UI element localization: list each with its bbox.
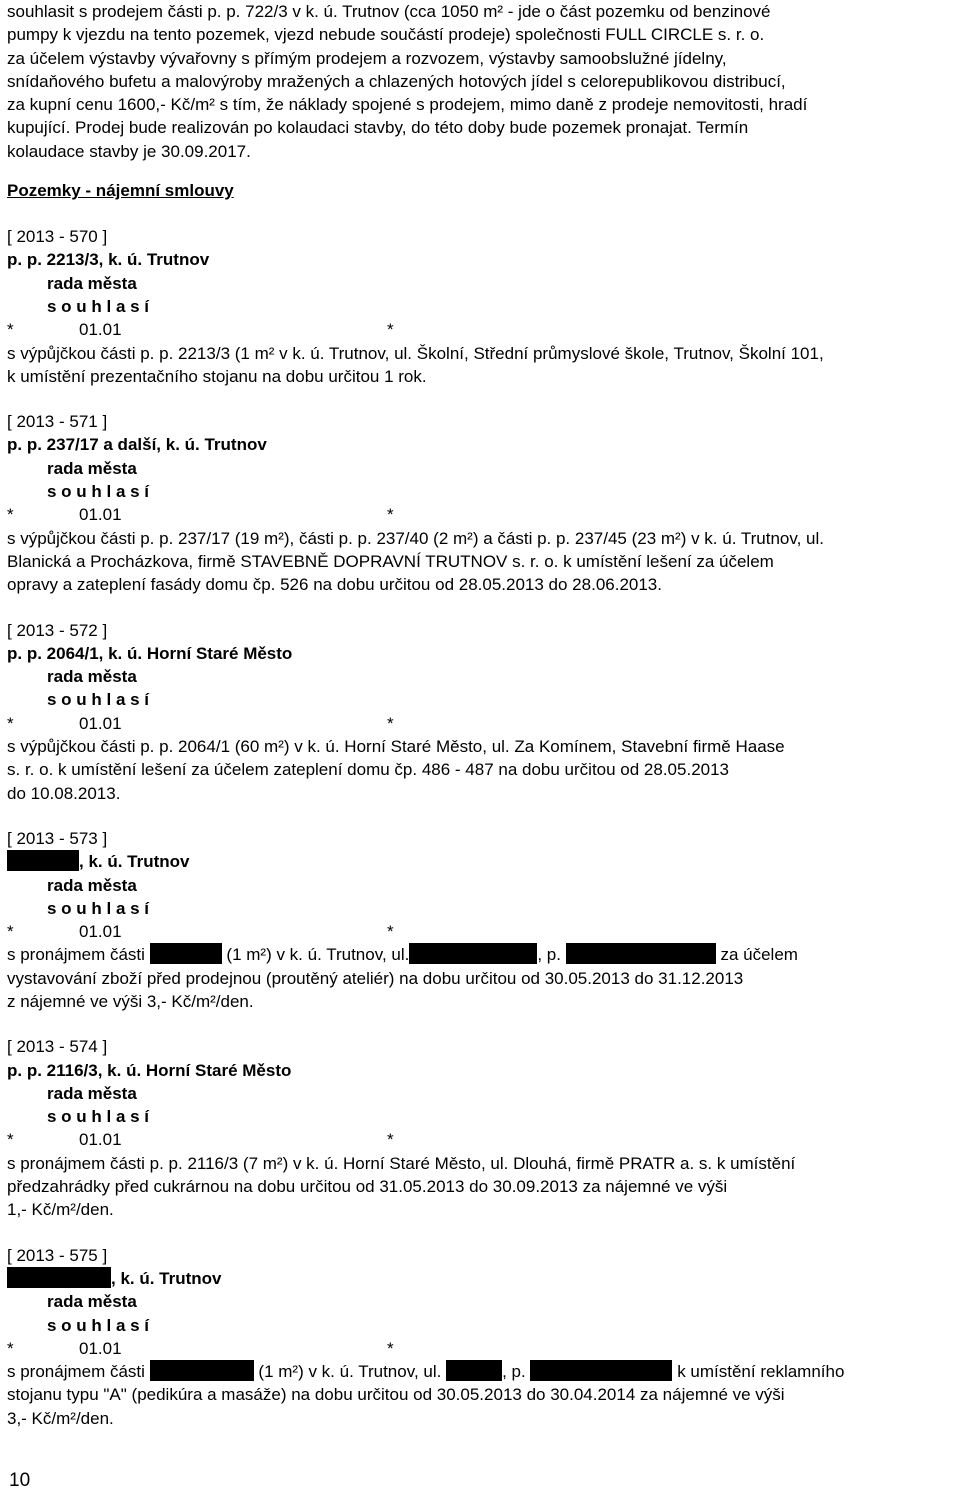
- resolution-572: [7, 619, 957, 805]
- intro-line: pumpy k vjezdu na tento pozemek, vjezd nebude součástí prodeje) společnosti FULL CIRCLE s. r. o.: [7, 25, 765, 45]
- point-marker: * 01.01 *: [7, 922, 394, 942]
- body-line: z nájemné ve výši 3,- Kč/m²/den.: [7, 991, 254, 1011]
- resolution-571: [7, 410, 957, 596]
- agrees-label: s o u h l a s í: [47, 898, 150, 918]
- council-label: rada města: [47, 273, 137, 293]
- resolution-id: [ 2013 - 572 ]: [7, 620, 108, 640]
- document-page: [7, 0, 957, 1452]
- resolution-575: [7, 1244, 957, 1430]
- body-line: s výpůjčkou části p. p. 2213/3 (1 m² v k. ú. Trutnov, ul. Školní, Střední průmyslové škole, Trutnov, Školní 101,: [7, 343, 824, 363]
- resolution-id: [ 2013 - 571 ]: [7, 412, 108, 432]
- agrees-label: s o u h l a s í: [47, 690, 150, 710]
- body-line: do 10.08.2013.: [7, 783, 121, 803]
- redacted-block: [150, 943, 222, 964]
- intro-line: za účelem výstavby vývařovny s přímým prodejem a rozvozem, výstavby samoobslužné jídelny,: [7, 48, 727, 68]
- agrees-label: s o u h l a s í: [47, 1107, 150, 1127]
- agrees-label: s o u h l a s í: [47, 296, 150, 316]
- council-label: rada města: [47, 1292, 137, 1312]
- intro-line: snídaňového bufetu a malovýroby mražených a chlazených hotových jídel s celorepublikovou distribucí,: [7, 71, 786, 91]
- body-line: k umístění prezentačního stojanu na dobu určitou 1 rok.: [7, 366, 427, 386]
- redacted-block: [409, 943, 537, 964]
- intro-line: kolaudace stavby je 30.09.2017.: [7, 141, 251, 161]
- redacted-block: [530, 1360, 672, 1381]
- resolution-id: [ 2013 - 575 ]: [7, 1245, 108, 1265]
- council-label: rada města: [47, 875, 137, 895]
- body-line: 3,- Kč/m²/den.: [7, 1408, 114, 1428]
- resolution-id: [ 2013 - 574 ]: [7, 1037, 108, 1057]
- resolution-574: [7, 1035, 957, 1221]
- parcel-title: p. p. 2064/1, k. ú. Horní Staré Město: [7, 643, 293, 663]
- redacted-block: [7, 1267, 111, 1288]
- point-marker: * 01.01 *: [7, 1130, 394, 1150]
- body-line: opravy a zateplení fasády domu čp. 526 na dobu určitou od 28.05.2013 do 28.06.2013.: [7, 575, 662, 595]
- body-line: vystavování zboží před prodejnou (proutěný ateliér) na dobu určitou od 30.05.2013 do 31.12.2013: [7, 968, 744, 988]
- body-line: s pronájmem části p. p. 2116/3 (7 m²) v k. ú. Horní Staré Město, ul. Dlouhá, firmě PRATR a. s. k umístění: [7, 1153, 796, 1173]
- point-marker: * 01.01 *: [7, 320, 394, 340]
- agrees-label: s o u h l a s í: [47, 482, 150, 502]
- resolution-573: [7, 827, 957, 1013]
- parcel-title: p. p. 2213/3, k. ú. Trutnov: [7, 250, 210, 270]
- redacted-block: [7, 850, 79, 871]
- council-label: rada města: [47, 1083, 137, 1103]
- point-marker: * 01.01 *: [7, 505, 394, 525]
- parcel-title: , k. ú. Trutnov: [7, 850, 957, 873]
- section-heading: Pozemky - nájemní smlouvy: [7, 181, 234, 201]
- redacted-block: [446, 1360, 502, 1381]
- point-marker: * 01.01 *: [7, 1338, 394, 1358]
- agrees-label: s o u h l a s í: [47, 1315, 150, 1335]
- body-line: s pronájmem části (1 m²) v k. ú. Trutnov, ul. , p. za účelem: [7, 945, 798, 965]
- body-line: s. r. o. k umístění lešení za účelem zateplení domu čp. 486 - 487 na dobu určitou od 28.05.2013: [7, 760, 730, 780]
- council-label: rada města: [47, 458, 137, 478]
- intro-line: kupující. Prodej bude realizován po kolaudaci stavby, do této doby bude pozemek pronajat. Termín: [7, 118, 749, 138]
- body-line: s pronájmem části (1 m²) v k. ú. Trutnov, ul. , p. k umístění reklamního: [7, 1362, 845, 1382]
- parcel-title: p. p. 2116/3, k. ú. Horní Staré Město: [7, 1060, 292, 1080]
- body-line: stojanu typu "A" (pedikúra a masáže) na dobu určitou od 30.05.2013 do 30.04.2014 za nájemné ve výši: [7, 1385, 785, 1405]
- body-line: s výpůjčkou části p. p. 2064/1 (60 m²) v k. ú. Horní Staré Město, ul. Za Komínem, Stavební firmě Haase: [7, 737, 785, 757]
- resolution-id: [ 2013 - 573 ]: [7, 828, 108, 848]
- redacted-block: [150, 1360, 254, 1381]
- intro-line: za kupní cenu 1600,- Kč/m² s tím, že náklady spojené s prodejem, mimo daně z prodeje nemovitosti, hradí: [7, 95, 808, 115]
- body-line: předzahrádky před cukrárnou na dobu určitou od 31.05.2013 do 30.09.2013 za nájemné ve výši: [7, 1177, 728, 1197]
- intro-paragraph: [7, 0, 957, 163]
- parcel-title: p. p. 237/17 a další, k. ú. Trutnov: [7, 435, 267, 455]
- resolution-id: [ 2013 - 570 ]: [7, 227, 108, 247]
- resolution-570: [7, 225, 957, 388]
- body-line: Blanická a Procházkova, firmě STAVEBNĚ DOPRAVNÍ TRUTNOV s. r. o. k umístění lešení za účelem: [7, 551, 774, 571]
- body-line: 1,- Kč/m²/den.: [7, 1200, 114, 1220]
- council-label: rada města: [47, 667, 137, 687]
- parcel-title: , k. ú. Trutnov: [7, 1267, 957, 1290]
- page-number: 10: [9, 1470, 31, 1491]
- point-marker: * 01.01 *: [7, 713, 394, 733]
- body-line: s výpůjčkou části p. p. 237/17 (19 m²), části p. p. 237/40 (2 m²) a části p. p. 237/45 (23 m²) v k. ú. Trutnov, ul.: [7, 528, 824, 548]
- redacted-block: [566, 943, 716, 964]
- intro-line: souhlasit s prodejem části p. p. 722/3 v k. ú. Trutnov (cca 1050 m² - jde o část pozemku od benzinové: [7, 2, 771, 21]
